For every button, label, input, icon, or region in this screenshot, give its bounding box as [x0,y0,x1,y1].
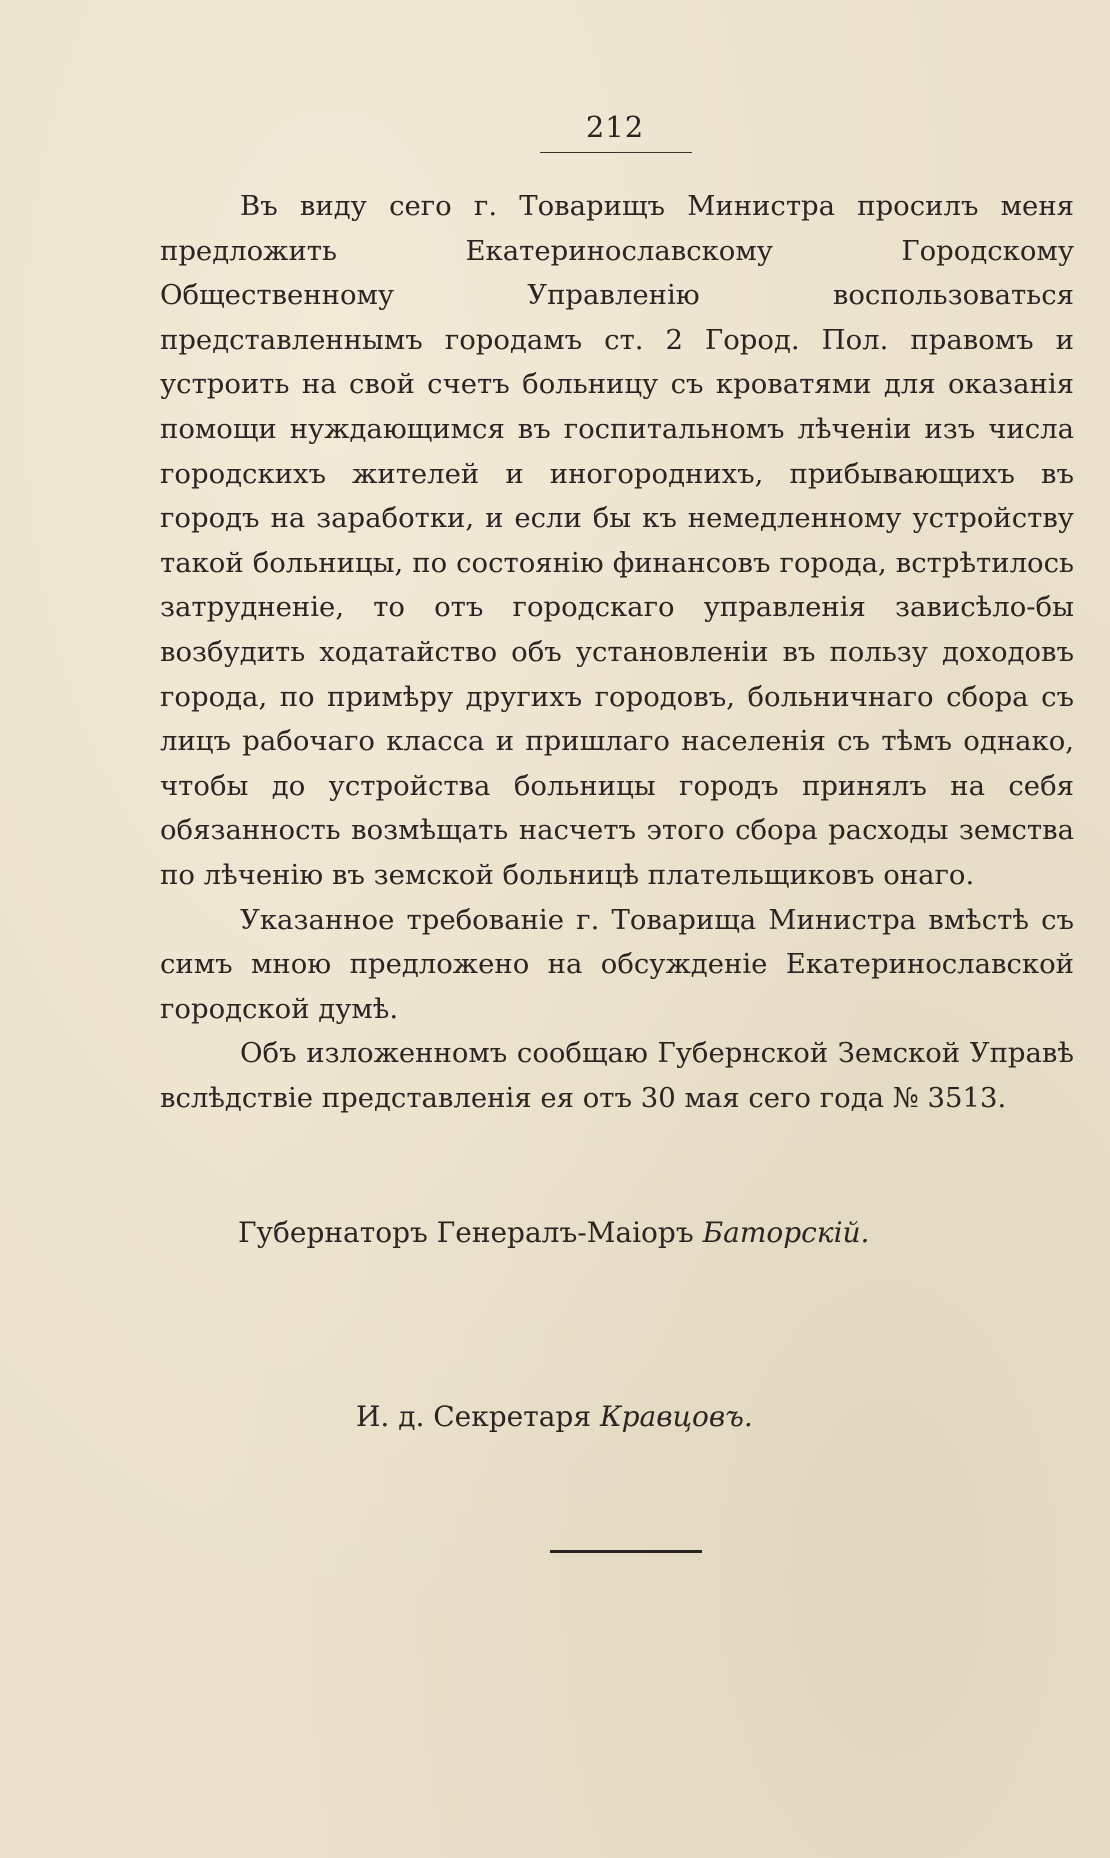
governor-name: Баторскій. [702,1216,870,1249]
page-number-rule [540,152,692,153]
end-rule [550,1550,702,1553]
paragraph-1: Въ виду сего г. Товарищъ Министра просилъ меня предложить Екатеринославскому Городскому Общественному Управленію воспользоваться представленнымъ городамъ ст. 2 Город. Пол. правомъ и устроить на свой счетъ больницу съ кроватями для оказанія помощи нуждающимся въ госпитальномъ лѣченіи изъ числа городскихъ жителей и иногороднихъ, прибывающихъ въ городъ на заработки, и если бы къ немедленному устройству такой больницы, по состоянію финансовъ города, встрѣтилось затрудненіе, то отъ городскаго управленія зависѣло-бы возбудить ходатайство объ установленіи въ пользу доходовъ города, по примѣру другихъ городовъ, больничнаго сбора съ лицъ рабочаго класса и пришлаго населенія съ тѣмъ однако, чтобы до устройства больницы городъ принялъ на себя обязанность возмѣщать насчетъ этого сбора расходы земства по лѣченію въ земской больницѣ плательщиковъ онаго. [160,190,1074,891]
paragraph-3: Объ изложенномъ сообщаю Губернской Земской Управѣ вслѣдствіе представленія ея отъ 30 мая сего года № 3513. [160,1037,1074,1114]
secretary-signature [356,1400,753,1433]
secretary-name: Кравцовъ. [599,1400,753,1433]
governor-title: Губернаторъ Генералъ-Маіоръ [238,1216,694,1249]
paragraph-2: Указанное требованіе г. Товарища Министра вмѣстѣ съ симъ мною предложено на обсужденіе Екатеринославской городской думѣ. [160,903,1074,1025]
governor-signature [238,1216,869,1249]
secretary-title: И. д. Секретаря [356,1400,592,1433]
page-number: 212 [585,110,645,144]
body-text [160,184,1074,1120]
